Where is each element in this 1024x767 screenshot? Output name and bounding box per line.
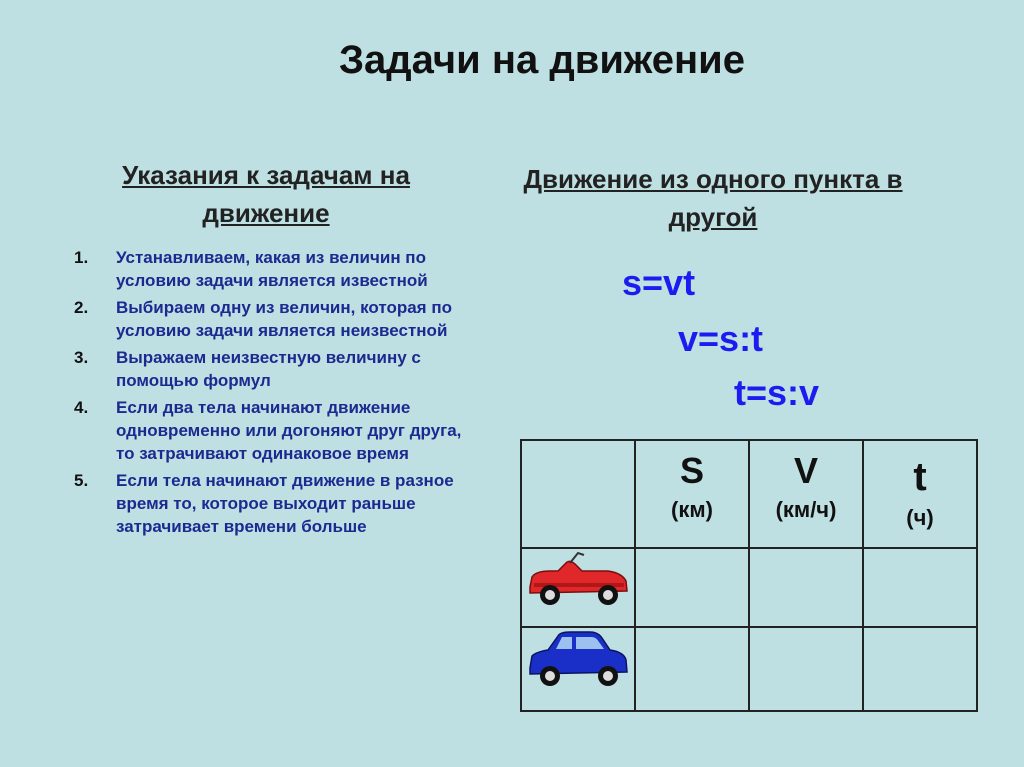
table-cell [635, 548, 749, 627]
list-item: 2. Выбираем одну из величин, которая по условию задачи является неизвестной [74, 298, 452, 340]
red-car-icon [526, 549, 630, 611]
table-cell [521, 627, 635, 711]
list-item: 4. Если два тела начинают движение одновременно или догоняют друг друга, то затрачивают одинаковое время [74, 398, 462, 463]
motion-heading: Движение из одного пункта в другой [523, 164, 903, 232]
table-cell [635, 627, 749, 711]
column-time: t (ч) [863, 440, 977, 548]
column-speed: V (км/ч) [749, 440, 863, 548]
slide-title: Задачи на движение [338, 38, 746, 82]
table-row [521, 548, 977, 627]
table-cell [863, 627, 977, 711]
list-item: 1. Устанавливаем, какая из величин по условию задачи является известной [74, 248, 428, 290]
formula-speed: v=s:t [678, 318, 764, 359]
blue-car-icon [526, 628, 630, 690]
column-distance: S (км) [635, 440, 749, 548]
formula-distance: s=vt [622, 262, 696, 303]
table-corner-cell [521, 440, 635, 548]
table-row [521, 627, 977, 711]
list-item: 5. Если тела начинают движение в разное время то, которое выходит раньше затрачивает времени больше [74, 471, 454, 536]
table-header-row [521, 440, 977, 548]
table-cell [863, 548, 977, 627]
table-cell [749, 548, 863, 627]
table-cell [749, 627, 863, 711]
instructions-heading: Указания к задачам на движение [122, 160, 410, 228]
table-cell [521, 548, 635, 627]
formula-time: t=s:v [734, 372, 820, 413]
instructions-list [74, 246, 474, 542]
motion-table [520, 439, 978, 712]
list-item: 3. Выражаем неизвестную величину с помощью формул [74, 348, 421, 390]
